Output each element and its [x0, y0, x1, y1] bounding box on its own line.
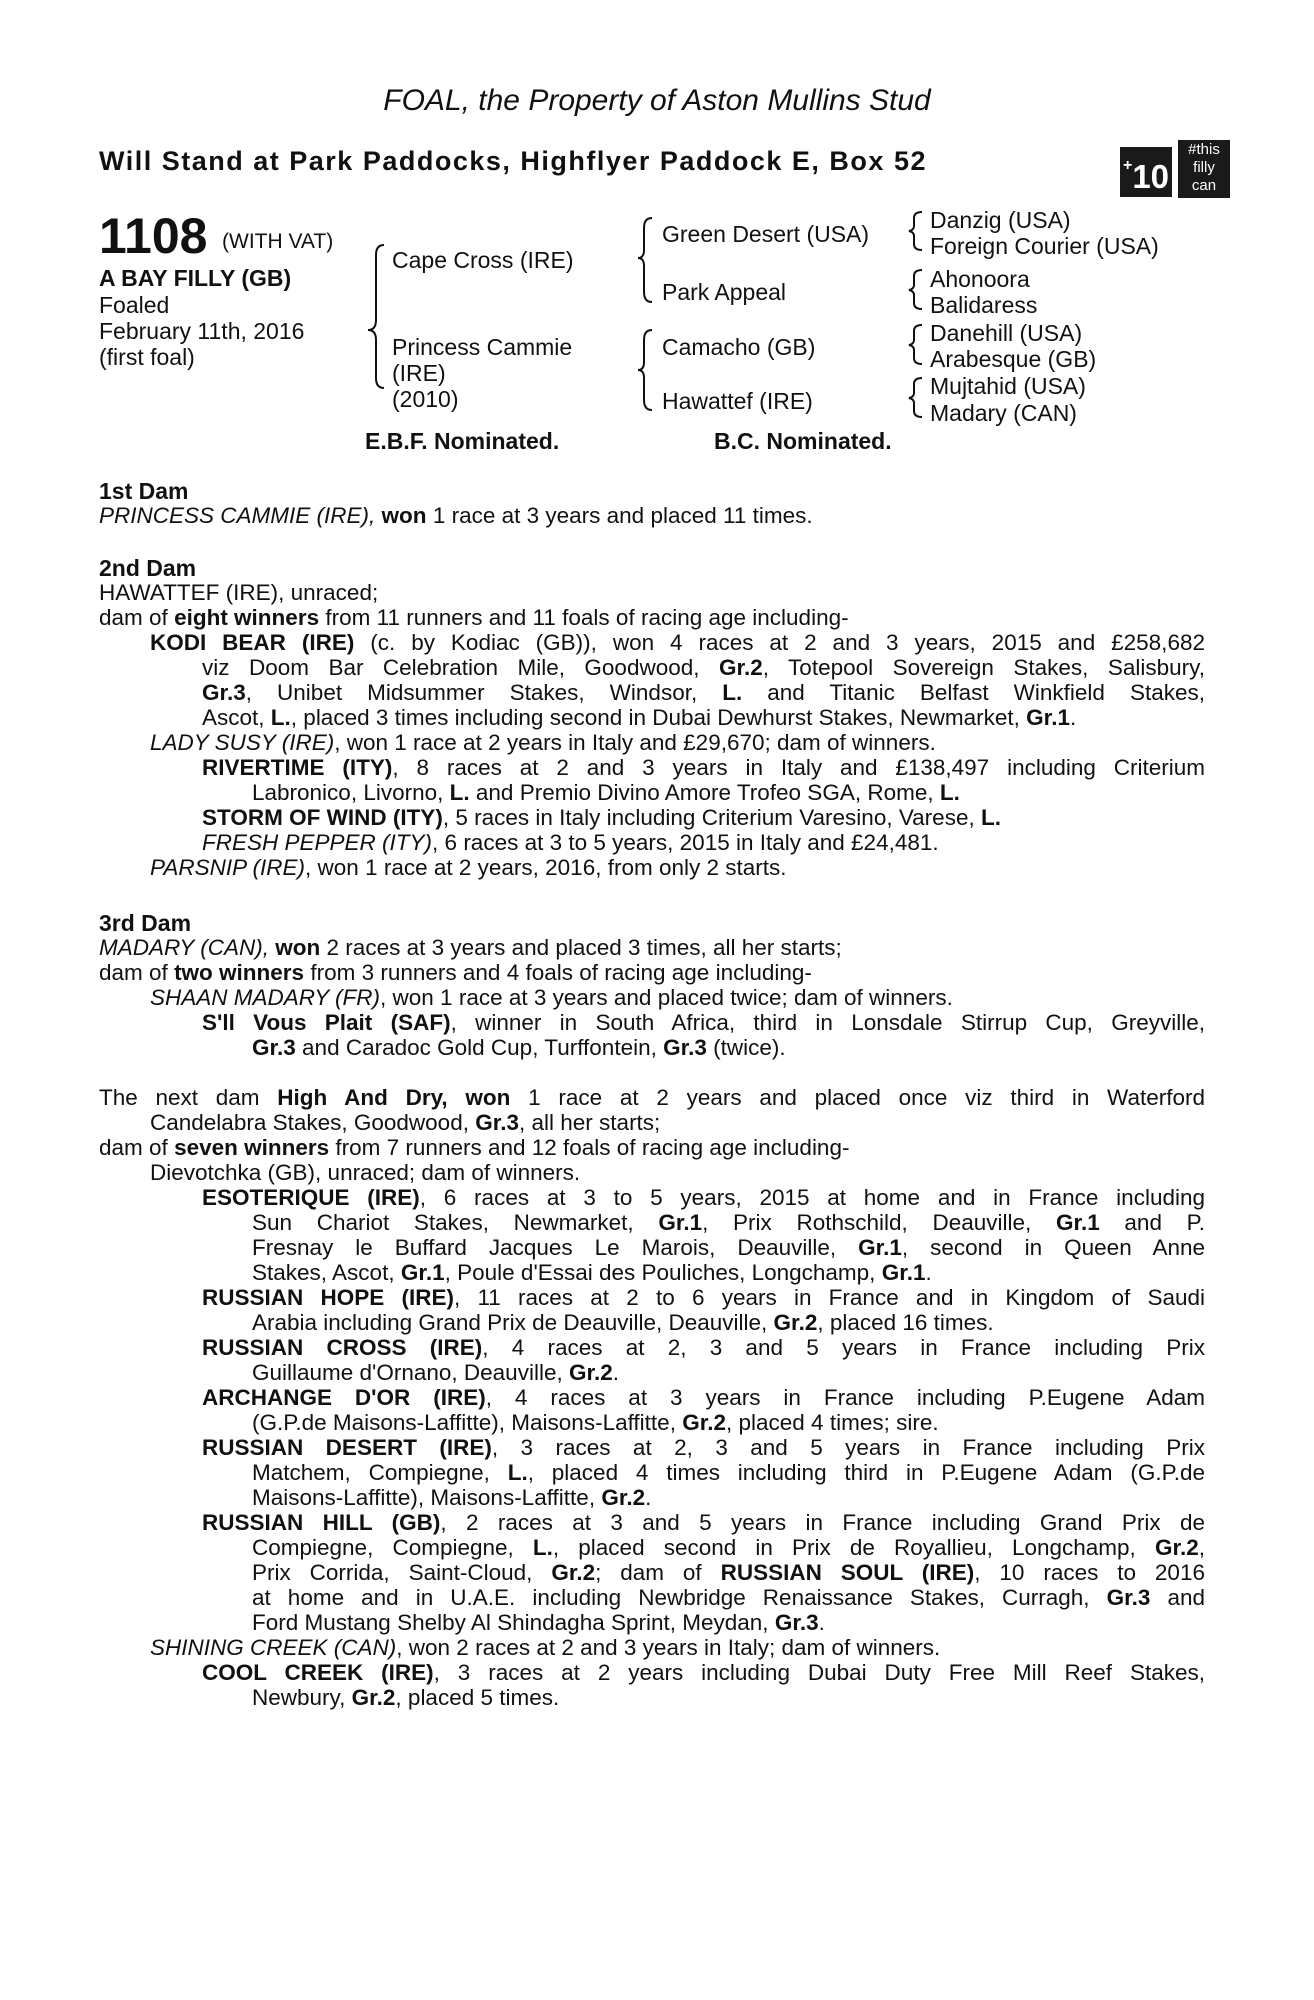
dam-name-line-1: Princess Cammie [392, 334, 573, 360]
second-dam-heading: 2nd Dam [99, 555, 197, 581]
cool-creek-line-1: COOL CREEK (IRE), 3 races at 2 years including Dubai Duty Free Mill Reef Stakes, [202, 1660, 1205, 1685]
archange-dor-line-2: (G.P.de Maisons-Laffitte), Maisons-Laffitte, Gr.2, placed 4 times; sire. [252, 1410, 939, 1435]
logo-line-2: filly [1193, 159, 1215, 176]
rivertime-line-1: RIVERTIME (ITY), 8 races at 2 and 3 years in Italy and £138,497 including Criterium [202, 755, 1205, 780]
page-title: FOAL, the Property of Aston Mullins Stud [383, 84, 931, 117]
russian-hill-line-1: RUSSIAN HILL (GB), 2 races at 3 and 5 years in France including Grand Prix de [202, 1510, 1205, 1535]
sire-dam-bracket [368, 245, 384, 388]
foaled-label: Foaled [99, 292, 170, 318]
kodi-bear-line-4: Ascot, L., placed 3 times including second in Dubai Dewhurst Stakes, Newmarket, Gr.1. [202, 705, 1077, 730]
gs-bracket-2 [909, 270, 922, 309]
dievotchka-line: Dievotchka (GB), unraced; dam of winners. [150, 1160, 581, 1185]
third-dam-line: MADARY (CAN), won 2 races at 3 years and placed 3 times, all her starts; [99, 935, 842, 960]
esoterique-line-4: Stakes, Ascot, Gr.1, Poule d'Essai des Pouliches, Longchamp, Gr.1. [252, 1260, 932, 1285]
russian-hope-line-2: Arabia including Grand Prix de Deauville, Deauville, Gr.2, placed 16 times. [252, 1310, 994, 1335]
dam-bracket [638, 330, 652, 410]
foaled-date: February 11th, 2016 [99, 318, 305, 344]
first-dam-line: PRINCESS CAMMIE (IRE), won 1 race at 3 years and placed 11 times. [99, 503, 813, 528]
next-dam-line-1: The next dam High And Dry, won 1 race at 2 years and placed once viz third in Waterford [99, 1085, 1206, 1110]
pedigree-brackets [0, 0, 1314, 460]
sire-bracket [638, 218, 652, 302]
dam-of-dam: Hawattef (IRE) [662, 388, 813, 414]
ggs-2: Foreign Courier (USA) [930, 233, 1159, 259]
sire-of-sire: Green Desert (USA) [662, 221, 870, 247]
dam-name-line-3: (2010) [392, 386, 459, 412]
second-dam-intro: HAWATTEF (IRE), unraced; [99, 580, 379, 605]
bc-nominated: B.C. Nominated. [714, 428, 892, 454]
storm-of-wind-line: STORM OF WIND (ITY), 5 races in Italy including Criterium Varesino, Varese, L. [202, 805, 1001, 830]
esoterique-line-1: ESOTERIQUE (IRE), 6 races at 3 to 5 years, 2015 at home and in France including [202, 1185, 1205, 1210]
ggs-8: Madary (CAN) [930, 400, 1077, 426]
russian-desert-line-1: RUSSIAN DESERT (IRE), 3 races at 2, 3 and 5 years in France including Prix [202, 1435, 1205, 1460]
ggs-5: Danehill (USA) [930, 320, 1083, 346]
ggs-4: Balidaress [930, 292, 1038, 318]
gs-bracket-1 [909, 212, 922, 250]
first-dam-heading: 1st Dam [99, 478, 189, 504]
first-foal-note: (first foal) [99, 344, 195, 370]
ggs-3: Ahonoora [930, 266, 1030, 292]
plus-10-text: 10 [1132, 158, 1170, 195]
kodi-bear-line-2: viz Doom Bar Celebration Mile, Goodwood, Gr.2, Totepool Sovereign Stakes, Salisbury, [202, 655, 1205, 680]
shaan-madary-line: SHAAN MADARY (FR), won 1 race at 3 years and placed twice; dam of winners. [150, 985, 953, 1010]
plus-10-logo: +10 [1120, 147, 1172, 197]
svp-line-1: S'll Vous Plait (SAF), winner in South Africa, third in Lonsdale Stirrup Cup, Greyville, [202, 1010, 1205, 1035]
second-dam-produce: dam of eight winners from 11 runners and 11 foals of racing age including- [99, 605, 849, 630]
ggs-1: Danzig (USA) [930, 207, 1071, 233]
lot-number: 1108 [99, 208, 208, 264]
horse-name: A BAY FILLY (GB) [99, 265, 292, 291]
kodi-bear-line-3: Gr.3, Unibet Midsummer Stakes, Windsor, L. and Titanic Belfast Winkfield Stakes, [202, 680, 1205, 705]
archange-dor-line-1: ARCHANGE D'OR (IRE), 4 races at 3 years in France including P.Eugene Adam [202, 1385, 1205, 1410]
esoterique-line-2: Sun Chariot Stakes, Newmarket, Gr.1, Prix Rothschild, Deauville, Gr.1 and P. [252, 1210, 1205, 1235]
third-dam-produce: dam of two winners from 3 runners and 4 foals of racing age including- [99, 960, 812, 985]
next-dam-produce: dam of seven winners from 7 runners and 12 foals of racing age including- [99, 1135, 850, 1160]
russian-hope-line-1: RUSSIAN HOPE (IRE), 11 races at 2 to 6 years in France and in Kingdom of Saudi [202, 1285, 1205, 1310]
lady-susy-line: LADY SUSY (IRE), won 1 race at 2 years in Italy and £29,670; dam of winners. [150, 730, 936, 755]
shining-creek-line: SHINING CREEK (CAN), won 2 races at 2 and 3 years in Italy; dam of winners. [150, 1635, 941, 1660]
dam-of-sire: Park Appeal [662, 279, 787, 305]
parsnip-line: PARSNIP (IRE), won 1 race at 2 years, 2016, from only 2 starts. [150, 855, 787, 880]
ggs-7: Mujtahid (USA) [930, 373, 1086, 399]
esoterique-line-3: Fresnay le Buffard Jacques Le Marois, Deauville, Gr.1, second in Queen Anne [252, 1235, 1205, 1260]
russian-hill-line-2: Compiegne, Compiegne, L., placed second in Prix de Royallieu, Longchamp, Gr.2, [252, 1535, 1205, 1560]
kodi-bear-line-1: KODI BEAR (IRE) (c. by Kodiac (GB)), won 4 races at 2 and 3 years, 2015 and £258,682 [150, 630, 1205, 655]
rivertime-line-2: Labronico, Livorno, L. and Premio Divino Amore Trofeo SGA, Rome, L. [252, 780, 960, 805]
gs-bracket-3 [909, 325, 922, 364]
russian-desert-line-2: Matchem, Compiegne, L., placed 4 times including third in P.Eugene Adam (G.P.de [252, 1460, 1205, 1485]
third-dam-heading: 3rd Dam [99, 910, 192, 936]
stand-location: Will Stand at Park Paddocks, Highflyer Paddock E, Box 52 [99, 146, 927, 176]
russian-hill-line-3: Prix Corrida, Saint-Cloud, Gr.2; dam of RUSSIAN SOUL (IRE), 10 races to 2016 [252, 1560, 1205, 1585]
russian-desert-line-3: Maisons-Laffitte), Maisons-Laffitte, Gr.2. [252, 1485, 652, 1510]
russian-cross-line-1: RUSSIAN CROSS (IRE), 4 races at 2, 3 and 5 years in France including Prix [202, 1335, 1205, 1360]
ggs-6: Arabesque (GB) [930, 346, 1097, 372]
next-dam-line-2: Candelabra Stakes, Goodwood, Gr.3, all her starts; [150, 1110, 661, 1135]
russian-cross-line-2: Guillaume d'Ornano, Deauville, Gr.2. [252, 1360, 620, 1385]
sire-name: Cape Cross (IRE) [392, 247, 574, 273]
ebf-nominated: E.B.F. Nominated. [365, 428, 560, 454]
dam-name-line-2: (IRE) [392, 360, 446, 386]
logo-line-3: can [1191, 177, 1217, 194]
fresh-pepper-line: FRESH PEPPER (ITY), 6 races at 3 to 5 years, 2015 in Italy and £24,481. [202, 830, 939, 855]
svp-line-2: Gr.3 and Caradoc Gold Cup, Turffontein, Gr.3 (twice). [252, 1035, 786, 1060]
sire-of-dam: Camacho (GB) [662, 334, 816, 360]
cool-creek-line-2: Newbury, Gr.2, placed 5 times. [252, 1685, 560, 1710]
russian-hill-line-5: Ford Mustang Shelby Al Shindagha Sprint, Meydan, Gr.3. [252, 1610, 825, 1635]
vat-note: (WITH VAT) [222, 230, 334, 253]
gs-bracket-4 [909, 378, 922, 417]
logo-line-1: #this [1188, 141, 1220, 158]
russian-hill-line-4: at home and in U.A.E. including Newbridge Renaissance Stakes, Curragh, Gr.3 and [252, 1585, 1205, 1610]
